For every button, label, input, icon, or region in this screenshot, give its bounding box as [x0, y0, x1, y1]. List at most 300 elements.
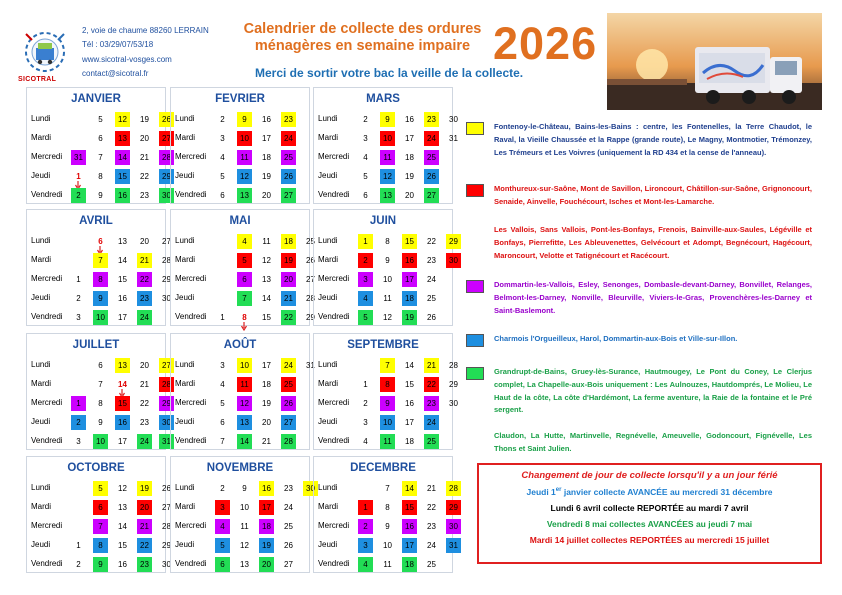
date-cell: 6 [98, 134, 103, 143]
weekday-label: Mercredi [318, 398, 350, 407]
collection-date-cell: 6 [237, 272, 252, 287]
holiday-arrow-icon [241, 318, 247, 327]
legend-swatch-purple [466, 280, 484, 293]
collection-date-cell: 28 [446, 481, 461, 496]
date-cell [446, 557, 461, 572]
date-cell: 21 [140, 153, 149, 162]
collection-date-cell: 26 [159, 112, 174, 127]
collection-date-cell: 7 [93, 519, 108, 534]
collection-date-cell: 10 [380, 415, 395, 430]
date-cell: 10 [383, 275, 392, 284]
collection-date-cell: 25 [281, 150, 296, 165]
collection-date-cell: 23 [137, 291, 152, 306]
collection-date-cell: 16 [402, 519, 417, 534]
collection-date-cell: 25 [424, 434, 439, 449]
collection-date-cell: 11 [380, 434, 395, 449]
email-link[interactable]: contact@sicotral.fr [82, 68, 149, 78]
collection-date-cell: 13 [237, 188, 252, 203]
date-cell: 12 [240, 541, 249, 550]
week-row [171, 555, 309, 574]
title-line-1: Calendrier de collecte des ordures [243, 21, 482, 37]
weekday-label: Mercredi [175, 152, 207, 161]
collection-date-cell: 22 [424, 377, 439, 392]
collection-date-cell: 9 [380, 396, 395, 411]
weekday-label: Vendredi [175, 436, 207, 445]
date-cell: 8 [385, 237, 390, 246]
collection-date-cell: 13 [115, 131, 130, 146]
collection-date-cell: 18 [259, 519, 274, 534]
collection-date-cell: 21 [281, 291, 296, 306]
week-row [314, 432, 452, 451]
page-title [220, 21, 505, 55]
date-cell: 13 [240, 560, 249, 569]
date-cell: 31 [306, 361, 315, 370]
collection-date-cell: 24 [424, 415, 439, 430]
week-row [314, 375, 458, 394]
collection-date-cell: 11 [237, 377, 252, 392]
collection-date-cell: 3 [215, 500, 230, 515]
date-cell: 21 [427, 484, 436, 493]
date-cell: 24 [427, 541, 436, 550]
collection-date-cell: 1 [71, 396, 86, 411]
collection-date-cell: 27 [159, 131, 174, 146]
weekday-label: Vendredi [318, 312, 350, 321]
week-row [27, 517, 171, 536]
date-cell: 1 [76, 541, 81, 550]
date-cell: 29 [162, 275, 171, 284]
weekday-label: Mercredi [175, 274, 207, 283]
date-cell: 28 [449, 361, 458, 370]
collection-date-cell: 15 [402, 234, 417, 249]
date-cell: 8 [98, 172, 103, 181]
weekday-label: Lundi [31, 236, 51, 245]
collection-date-cell: 2 [71, 188, 86, 203]
collection-date-cell: 13 [380, 188, 395, 203]
week-row [314, 270, 452, 289]
week-row [314, 517, 458, 536]
weekday-label: Jeudi [31, 540, 51, 549]
month-name: FEVRIER [215, 93, 265, 105]
collection-date-cell: 19 [402, 310, 417, 325]
collection-date-cell: 22 [137, 272, 152, 287]
date-cell [446, 188, 461, 203]
date-cell: 9 [98, 418, 103, 427]
weekday-label: Jeudi [318, 293, 338, 302]
date-cell: 18 [405, 153, 414, 162]
date-cell: 6 [220, 191, 225, 200]
date-cell: 18 [405, 437, 414, 446]
legend-text-green-2: Claudon, La Hutte, Martinvelle, Regnévelle, Ameuvelle, Godoncourt, Fignévelle, Les Thons et Saint Julien. [494, 431, 812, 453]
date-cell: 8 [385, 503, 390, 512]
subtitle: Merci de sortir votre bac la veille de la collecte. [255, 66, 524, 80]
weekday-label: Lundi [318, 360, 338, 369]
date-cell [446, 169, 461, 184]
collection-date-cell: 12 [115, 112, 130, 127]
collection-date-cell: 30 [303, 481, 318, 496]
collection-date-cell: 29 [446, 234, 461, 249]
month-name: SEPTEMBRE [347, 339, 419, 351]
date-cell: 23 [427, 256, 436, 265]
legend-text-purple: Dommartin-les-Vallois, Esley, Senonges, Dombasle-devant-Darney, Bonvillet, Relanges, Belmont-les-Darney, Nonville, Bleurville, Viviers-le-Gras, Provenchères-les-Darney et Saint-Baslemont. [494, 280, 812, 315]
legend-text-red-2: Les Vallois, Sans Vallois, Pont-les-Bonfays, Frenois, Bainville-aux-Saules, Légéville et Bonfays, Pierrefitte, Les Ableuvenettes, Gelvécourt et Adompt, Begnécourt, Hagécourt, Maroncourt, Velotte et Tatignécourt et Racécourt. [494, 225, 812, 260]
weekday-label: Mercredi [31, 398, 63, 407]
legend-swatch-yellow [466, 122, 484, 135]
collection-date-cell: 14 [402, 481, 417, 496]
week-row [27, 148, 171, 167]
week-row [27, 270, 171, 289]
week-row [27, 555, 171, 574]
date-cell: 20 [405, 191, 414, 200]
collection-date-cell: 28 [159, 377, 174, 392]
week-row [171, 479, 315, 498]
collection-date-cell: 24 [137, 310, 152, 325]
garbage-truck-photo [607, 13, 822, 110]
collection-date-cell: 10 [380, 131, 395, 146]
date-cell: 2 [220, 484, 225, 493]
week-row [314, 110, 458, 129]
date-cell: 21 [140, 380, 149, 389]
week-row [171, 129, 309, 148]
week-row [27, 110, 171, 129]
date-cell: 6 [220, 418, 225, 427]
weekday-label: Lundi [175, 360, 195, 369]
collection-date-cell: 18 [281, 234, 296, 249]
date-cell: 19 [140, 115, 149, 124]
collection-date-cell: 6 [215, 557, 230, 572]
weekday-label: Mardi [175, 255, 196, 264]
collection-date-cell: 30 [446, 253, 461, 268]
collection-date-cell: 12 [237, 396, 252, 411]
holiday-arrow-icon [119, 385, 125, 394]
year-title: 2026 [493, 18, 598, 69]
collection-date-cell: 4 [358, 291, 373, 306]
date-cell: 22 [140, 172, 149, 181]
collection-date-cell: 26 [424, 169, 439, 184]
collection-date-cell: 17 [402, 538, 417, 553]
date-cell: 17 [118, 437, 127, 446]
collection-date-cell: 9 [380, 112, 395, 127]
week-row [171, 289, 315, 308]
month-name: DECEMBRE [350, 462, 416, 474]
date-cell: 22 [140, 399, 149, 408]
date-cell: 9 [385, 522, 390, 531]
weekday-label: Mercredi [31, 274, 63, 283]
date-cell: 19 [405, 172, 414, 181]
week-row [314, 251, 458, 270]
collection-date-cell: 27 [159, 358, 174, 373]
holiday-date-cell: 6 [98, 237, 103, 246]
week-row [314, 129, 458, 148]
week-row [171, 251, 315, 270]
month-name: MAI [229, 215, 251, 227]
date-cell: 16 [118, 294, 127, 303]
date-cell: 12 [383, 313, 392, 322]
collection-date-cell: 16 [402, 253, 417, 268]
collection-date-cell: 5 [215, 538, 230, 553]
collection-date-cell: 29 [446, 500, 461, 515]
date-cell: 11 [262, 237, 271, 246]
collection-date-cell: 27 [281, 188, 296, 203]
collection-date-cell: 10 [93, 434, 108, 449]
title-line-2: ménagères en semaine impaire [254, 38, 471, 54]
collection-date-cell: 29 [159, 396, 174, 411]
collection-date-cell: 23 [281, 112, 296, 127]
weekday-label: Vendredi [318, 559, 350, 568]
month-août [170, 333, 315, 450]
date-cell: 24 [427, 275, 436, 284]
week-row [27, 413, 171, 432]
date-cell [71, 234, 86, 249]
collection-date-cell: 17 [259, 500, 274, 515]
collection-date-cell: 30 [159, 188, 174, 203]
date-cell: 4 [220, 153, 225, 162]
collection-date-cell: 1 [358, 500, 373, 515]
week-row [27, 308, 165, 327]
date-cell: 28 [162, 522, 171, 531]
collection-date-cell: 8 [93, 272, 108, 287]
phone-line: Tél : 03/29/07/53/18 [82, 40, 154, 50]
week-row [27, 251, 171, 270]
collection-date-cell: 10 [237, 358, 252, 373]
date-cell: 5 [98, 115, 103, 124]
date-cell: 30 [162, 560, 171, 569]
week-row [314, 232, 458, 251]
date-cell [446, 415, 461, 430]
weekday-label: Lundi [318, 236, 338, 245]
week-row [27, 289, 171, 308]
collection-date-cell: 14 [115, 150, 130, 165]
date-cell: 23 [140, 418, 149, 427]
week-row [27, 232, 171, 251]
collection-date-cell: 29 [159, 169, 174, 184]
collection-date-cell: 12 [380, 169, 395, 184]
weekday-label: Vendredi [318, 436, 350, 445]
legend-text-red-1: Monthureux-sur-Saône, Mont de Savillon, Lironcourt, Châtillon-sur-Saône, Grignoncourt, Senaide, Ainvelle, Fouchécourt, Isches et Mont-les-Lamarche. [494, 184, 812, 206]
collection-date-cell: 27 [281, 415, 296, 430]
date-cell: 14 [118, 522, 127, 531]
week-row [27, 356, 171, 375]
date-cell: 29 [306, 313, 315, 322]
weekday-label: Mercredi [318, 274, 350, 283]
week-row [314, 186, 452, 205]
collection-date-cell: 12 [237, 169, 252, 184]
date-cell: 16 [118, 560, 127, 569]
weekday-label: Mardi [31, 133, 52, 142]
date-cell: 7 [385, 484, 390, 493]
holiday-arrow-icon [75, 177, 81, 186]
weekday-label: Mardi [318, 133, 339, 142]
month-avril [26, 209, 171, 326]
week-row [171, 186, 309, 205]
date-cell: 3 [363, 418, 368, 427]
date-cell: 14 [405, 361, 414, 370]
date-cell [215, 253, 230, 268]
weekday-label: Jeudi [175, 417, 195, 426]
notice-line-1-a: Jeudi 1 [526, 487, 556, 497]
date-cell: 11 [383, 560, 392, 569]
week-row [27, 394, 171, 413]
weekday-label: Mardi [175, 379, 196, 388]
date-cell: 13 [262, 275, 271, 284]
date-cell: 15 [405, 380, 414, 389]
collection-date-cell: 23 [424, 396, 439, 411]
date-cell: 22 [427, 237, 436, 246]
weekday-label: Jeudi [175, 293, 195, 302]
holiday-date-cell: 1 [76, 172, 81, 181]
collection-date-cell: 16 [259, 481, 274, 496]
legend-text-green-1: Grandrupt-de-Bains, Gruey-lès-Surance, Hautmougey, Le Pont du Coney, Le Clerjus complet, La Chapelle-aux-Bois uniquement : Les Aulnouzes, Hautdomprés, Le Molieu, Le Haut de la côte, La côte d'Hardémont, La ferme aventure, la Raie de la fontaine et le Pré sergent. [494, 367, 812, 415]
weekday-label: Mercredi [31, 521, 63, 530]
collection-date-cell: 13 [115, 358, 130, 373]
weekday-label: Jeudi [31, 293, 51, 302]
collection-date-cell: 5 [93, 481, 108, 496]
date-cell: 9 [242, 484, 247, 493]
week-row [171, 270, 315, 289]
date-cell: 26 [284, 541, 293, 550]
collection-date-cell: 25 [424, 150, 439, 165]
address-line: 2, voie de chaume 88260 LERRAIN [82, 26, 209, 35]
month-name: MARS [366, 93, 400, 105]
notice-line-1-b: janvier collecte AVANCÉE au mercredi 31 décembre [561, 487, 773, 497]
logo-text: SICOTRAL [18, 76, 57, 83]
date-cell: 15 [262, 313, 271, 322]
website-link[interactable]: www.sicotral-vosges.com [82, 54, 172, 64]
month-novembre [170, 456, 315, 573]
date-cell: 28 [162, 256, 171, 265]
date-cell [215, 272, 230, 287]
weekday-label: Vendredi [175, 312, 207, 321]
date-cell: 16 [405, 399, 414, 408]
date-cell: 17 [405, 418, 414, 427]
week-row [314, 148, 452, 167]
date-cell [71, 253, 86, 268]
legend-swatch-blue [466, 334, 484, 347]
notice-line-1 [479, 487, 820, 497]
date-cell: 3 [363, 134, 368, 143]
collection-date-cell: 18 [402, 291, 417, 306]
date-cell: 11 [240, 522, 249, 531]
date-cell [446, 291, 461, 306]
date-cell: 25 [427, 294, 436, 303]
weekday-label: Vendredi [318, 190, 350, 199]
date-cell [215, 234, 230, 249]
weekday-label: Mardi [318, 255, 339, 264]
collection-date-cell: 31 [446, 538, 461, 553]
month-mars [313, 87, 458, 204]
month-name: NOVEMBRE [206, 462, 274, 474]
date-cell: 8 [98, 399, 103, 408]
date-cell: 19 [262, 399, 271, 408]
collection-date-cell: 4 [237, 234, 252, 249]
date-cell: 7 [98, 153, 103, 162]
date-cell: 26 [306, 256, 315, 265]
collection-date-cell: 19 [259, 538, 274, 553]
date-cell: 19 [262, 172, 271, 181]
collection-date-cell: 8 [93, 538, 108, 553]
holiday-notice [477, 463, 822, 564]
date-cell [215, 291, 230, 306]
date-cell: 16 [262, 115, 271, 124]
week-row [171, 375, 309, 394]
date-cell: 4 [363, 153, 368, 162]
collection-date-cell: 6 [93, 500, 108, 515]
collection-date-cell: 31 [71, 150, 86, 165]
date-cell: 6 [98, 361, 103, 370]
date-cell: 20 [140, 134, 149, 143]
week-row [27, 129, 171, 148]
weekday-label: Jeudi [31, 171, 51, 180]
week-row [314, 167, 452, 186]
date-cell [71, 112, 86, 127]
collection-date-cell: 16 [115, 188, 130, 203]
date-cell: 2 [363, 115, 368, 124]
weekday-label: Vendredi [31, 190, 63, 199]
date-cell [446, 310, 461, 325]
address-block [82, 24, 209, 81]
weekday-label: Jeudi [175, 540, 195, 549]
collection-date-cell: 3 [358, 272, 373, 287]
collection-date-cell: 21 [424, 358, 439, 373]
week-row [171, 394, 309, 413]
date-cell: 13 [118, 503, 127, 512]
weekday-label: Jeudi [31, 417, 51, 426]
collection-date-cell: 21 [137, 253, 152, 268]
date-cell: 12 [118, 484, 127, 493]
date-cell [358, 481, 373, 496]
week-row [171, 536, 309, 555]
collection-date-cell: 20 [281, 272, 296, 287]
date-cell: 23 [427, 522, 436, 531]
week-row [27, 479, 171, 498]
date-cell: 3 [220, 134, 225, 143]
collection-date-cell: 30 [446, 519, 461, 534]
date-cell: 28 [306, 294, 315, 303]
collection-date-cell: 16 [115, 415, 130, 430]
date-cell: 2 [363, 399, 368, 408]
weekday-label: Lundi [318, 114, 338, 123]
week-row [27, 375, 171, 394]
date-cell: 18 [262, 153, 271, 162]
collection-date-cell: 3 [358, 538, 373, 553]
collection-date-cell: 15 [115, 169, 130, 184]
weekday-label: Mardi [175, 502, 196, 511]
collection-date-cell: 24 [281, 131, 296, 146]
date-cell: 6 [363, 191, 368, 200]
collection-date-cell: 11 [380, 150, 395, 165]
date-cell: 18 [262, 380, 271, 389]
collection-date-cell: 2 [358, 519, 373, 534]
date-cell: 4 [220, 380, 225, 389]
date-cell: 2 [220, 115, 225, 124]
collection-date-cell: 27 [424, 188, 439, 203]
date-cell: 16 [405, 115, 414, 124]
month-name: JUIN [369, 215, 397, 227]
collection-date-cell: 1 [358, 234, 373, 249]
collection-date-cell: 24 [424, 131, 439, 146]
date-cell: 14 [118, 256, 127, 265]
date-cell: 20 [262, 191, 271, 200]
date-cell: 12 [262, 256, 271, 265]
date-cell: 17 [405, 134, 414, 143]
collection-date-cell: 7 [93, 253, 108, 268]
week-row [171, 308, 315, 327]
date-cell [446, 150, 461, 165]
legend-swatch-red [466, 184, 484, 197]
collection-date-cell: 13 [237, 415, 252, 430]
holiday-date-cell: 8 [242, 313, 247, 322]
month-name: JUILLET [72, 339, 120, 351]
weekday-label: Jeudi [318, 417, 338, 426]
